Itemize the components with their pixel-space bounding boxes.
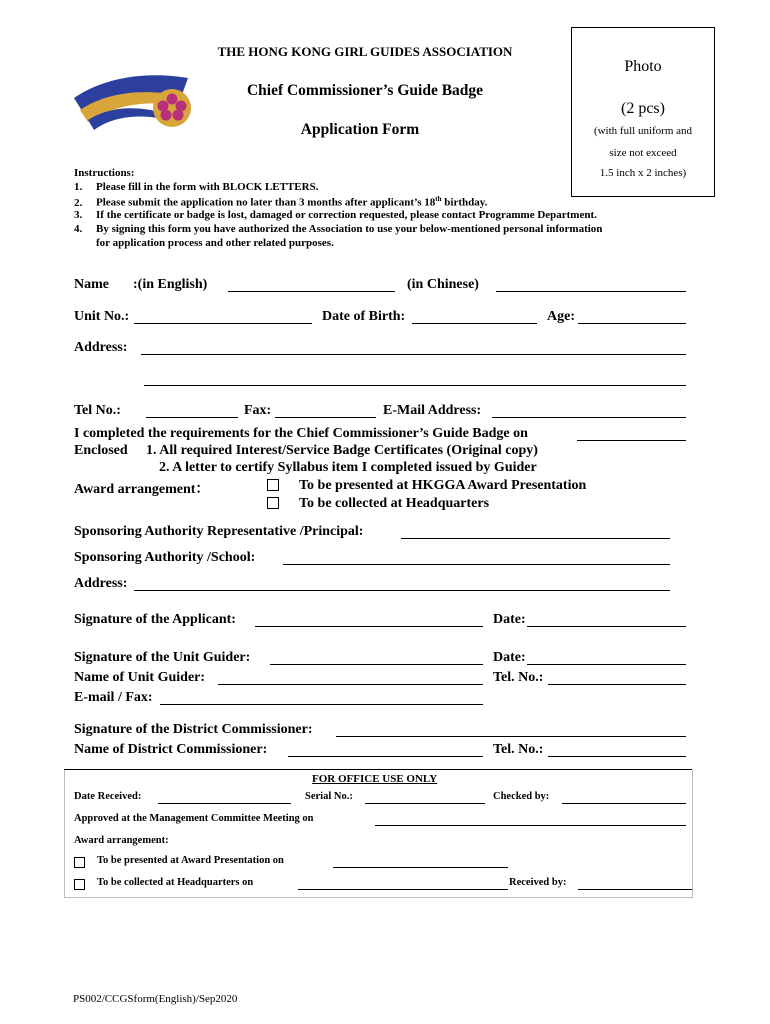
instruction-item-4-cont: for application process and other related purposes. — [96, 237, 334, 249]
instruction-item-4: 4. By signing this form you have authorized the Association to use your below-mentioned personal information — [74, 223, 603, 235]
email-fax-label: E-mail / Fax: — [74, 690, 153, 705]
serial-no-label: Serial No.: — [305, 791, 353, 802]
badge-title: Chief Commissioner’s Guide Badge — [246, 82, 484, 99]
instruction-item-1: 1. Please fill in the form with BLOCK LETTERS. — [74, 181, 319, 193]
tel-no-label: Tel. No.: — [493, 670, 544, 685]
email-label: E-Mail Address: — [383, 403, 482, 418]
sponsor-school-field[interactable] — [283, 564, 670, 565]
name-district-label: Name of District Commissioner: — [74, 742, 268, 757]
award-collect-label: To be collected at Headquarters — [299, 496, 490, 511]
date-received-label: Date Received: — [74, 791, 142, 802]
tel-field[interactable] — [146, 417, 238, 418]
sponsor-rep-field[interactable] — [401, 538, 670, 539]
dob-label: Date of Birth: — [322, 309, 406, 324]
office-bottom-border — [64, 897, 692, 898]
name-label: Name — [74, 277, 109, 292]
checked-by-field[interactable] — [562, 803, 686, 804]
received-by-label: Received by: — [509, 877, 567, 888]
photo-title: Photo — [624, 58, 662, 75]
office-presentation-label: To be presented at Award Presentation on — [97, 855, 284, 866]
name-english-field[interactable] — [228, 291, 395, 292]
dob-field[interactable] — [412, 323, 537, 324]
office-award-label: Award arrangement: — [74, 835, 169, 846]
instruction-item-2: 2. Please submit the application no later than 3 months after applicant’s 18th birthday. — [74, 195, 488, 209]
date-2-field[interactable] — [527, 664, 686, 665]
instruction-item-3: 3. If the certificate or badge is lost, damaged or correction requested, please contact Programme Department. — [74, 209, 597, 221]
address-label: Address: — [74, 340, 128, 355]
date-2-label: Date: — [493, 650, 526, 665]
award-collect-checkbox[interactable] — [267, 497, 279, 509]
sponsor-school-label: Sponsoring Authority /School: — [74, 550, 256, 565]
award-presentation-label: To be presented at HKGGA Award Presentation — [299, 478, 587, 493]
award-arrangement-label: Award arrangement： — [74, 482, 210, 497]
name-chinese-field[interactable] — [496, 291, 686, 292]
instructions-heading: Instructions: — [74, 167, 135, 179]
sig-applicant-label: Signature of the Applicant: — [74, 612, 236, 627]
name-unit-guider-field[interactable] — [218, 684, 483, 685]
office-left-border — [64, 770, 65, 898]
unit-no-field[interactable] — [134, 323, 312, 324]
received-by-field[interactable] — [578, 889, 693, 890]
sig-applicant-field[interactable] — [255, 626, 483, 627]
tel-no-2-field[interactable] — [548, 756, 686, 757]
photo-note-2: size not exceed — [609, 147, 677, 159]
sponsor-address-label: Address: — [74, 576, 128, 591]
unit-no-label: Unit No.: — [74, 309, 130, 324]
completed-date-field[interactable] — [577, 440, 686, 441]
office-presentation-field[interactable] — [333, 867, 508, 868]
office-divider — [64, 769, 692, 770]
photo-count: (2 pcs) — [621, 100, 665, 117]
office-presentation-checkbox[interactable] — [74, 857, 85, 868]
name-district-field[interactable] — [288, 756, 483, 757]
form-title: Application Form — [300, 121, 420, 138]
tel-no-2-label: Tel. No.: — [493, 742, 544, 757]
checked-by-label: Checked by: — [493, 791, 550, 802]
serial-no-field[interactable] — [365, 803, 485, 804]
office-collect-field[interactable] — [298, 889, 508, 890]
date-received-field[interactable] — [158, 803, 291, 804]
fax-field[interactable] — [275, 417, 376, 418]
email-field[interactable] — [492, 417, 686, 418]
completed-statement: I completed the requirements for the Chief Commissioner’s Guide Badge on — [74, 426, 528, 441]
office-right-border — [692, 770, 693, 898]
award-presentation-checkbox[interactable] — [267, 479, 279, 491]
approved-label: Approved at the Management Committee Meeting on — [74, 813, 314, 824]
photo-note-1: (with full uniform and — [593, 125, 693, 137]
office-collect-checkbox[interactable] — [74, 879, 85, 890]
age-field[interactable] — [578, 323, 686, 324]
association-name: THE HONG KONG GIRL GUIDES ASSOCIATION — [217, 44, 513, 59]
email-fax-field[interactable] — [160, 704, 483, 705]
sig-district-field[interactable] — [336, 736, 686, 737]
sponsor-address-field[interactable] — [134, 590, 670, 591]
name-unit-guider-label: Name of Unit Guider: — [74, 670, 206, 685]
date-1-field[interactable] — [527, 626, 686, 627]
sig-district-label: Signature of the District Commissioner: — [74, 722, 313, 737]
enclosed-label: Enclosed — [74, 443, 128, 458]
sig-unit-guider-field[interactable] — [270, 664, 483, 665]
office-heading: FOR OFFICE USE ONLY — [312, 773, 438, 785]
sig-unit-guider-label: Signature of the Unit Guider: — [74, 650, 251, 665]
enclosed-item-1: 1. All required Interest/Service Badge Certificates (Original copy) — [146, 443, 538, 458]
fax-label: Fax: — [244, 403, 272, 418]
sponsor-rep-label: Sponsoring Authority Representative /Principal: — [74, 524, 364, 539]
office-collect-label: To be collected at Headquarters on — [97, 877, 254, 888]
address-field-2[interactable] — [144, 385, 686, 386]
date-1-label: Date: — [493, 612, 526, 627]
tel-no-field[interactable] — [548, 684, 686, 685]
tel-label: Tel No.: — [74, 403, 121, 418]
approved-date-field[interactable] — [375, 825, 686, 826]
footer-code: PS002/CCGSform(English)/Sep2020 — [73, 993, 238, 1005]
in-english-label: :(in English) — [133, 277, 208, 292]
address-field-1[interactable] — [141, 354, 686, 355]
enclosed-item-2: 2. A letter to certify Syllabus item I completed issued by Guider — [159, 460, 537, 475]
in-chinese-label: (in Chinese) — [407, 277, 479, 292]
age-label: Age: — [547, 309, 575, 324]
photo-note-3: 1.5 inch x 2 inches) — [599, 167, 687, 179]
